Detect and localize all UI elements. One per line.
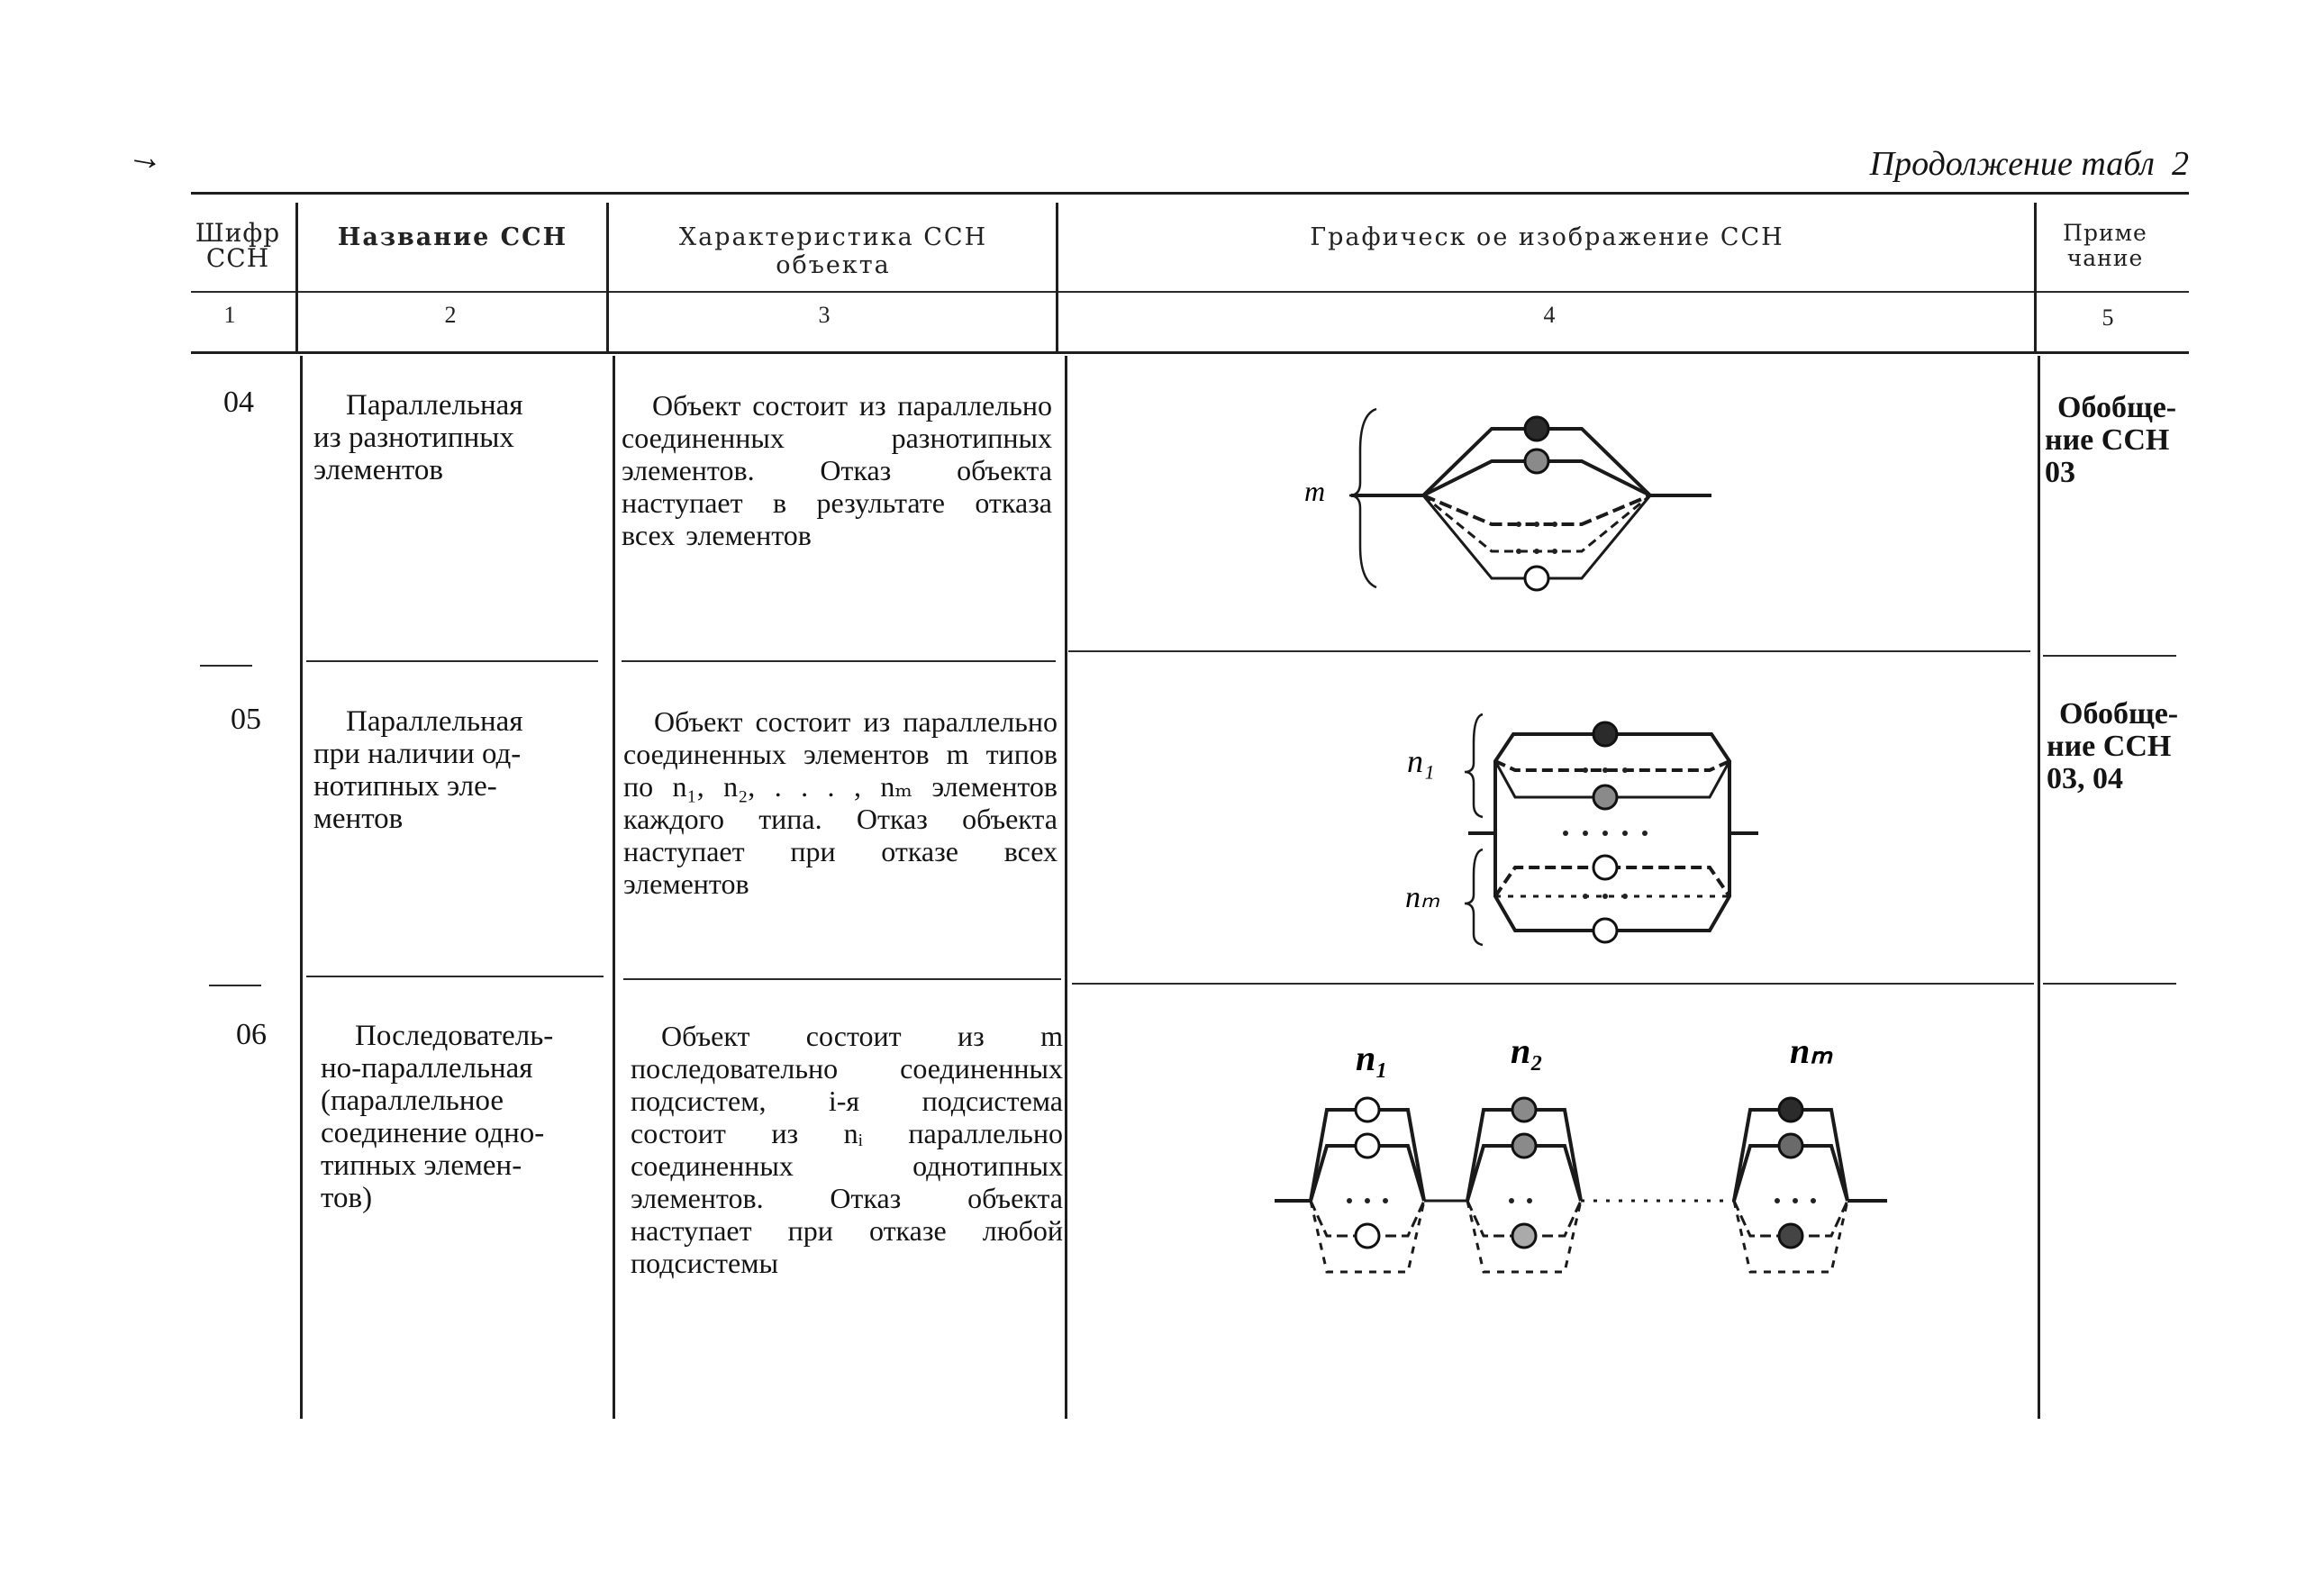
header-name: Название ССН	[337, 223, 568, 251]
header-rule	[191, 291, 2189, 293]
row-separator-2c	[623, 978, 1061, 980]
row-06-code: 06	[236, 1018, 267, 1051]
row-separator-1a	[200, 665, 252, 667]
header-characteristic: Характеристика ССН объекта	[678, 223, 988, 279]
row-05-diagram-label-n1: n₁	[1407, 743, 1435, 779]
row-06-name: Последователь- но-параллельная (параллельное соединение одно- типных элемен- тов)	[321, 1020, 554, 1214]
row-06-diagram-label-n1: n₁	[1356, 1038, 1389, 1078]
table-continuation-caption: Продолжение табл 2	[1869, 145, 2189, 183]
header-note: Приме чание	[2063, 220, 2147, 271]
body-divider-2	[613, 356, 615, 1419]
row-separator-2e	[2043, 983, 2176, 985]
header-divider-3	[1056, 203, 1058, 351]
row-separator-2d	[1072, 983, 2034, 985]
body-divider-3	[1065, 356, 1067, 1419]
row-separator-2a	[209, 985, 261, 986]
header-number-3: 3	[818, 302, 831, 328]
row-separator-1d	[1068, 650, 2030, 652]
row-04-diagram	[1297, 396, 1729, 604]
row-separator-1e	[2043, 655, 2176, 657]
row-05-diagram	[1405, 707, 1766, 950]
row-04-description: Объект состоит из параллельно соединенных разнотипных элементов. Отказ объекта наступает в результате отказа всех элементов	[622, 389, 1052, 551]
row-04-diagram-label-m: m	[1304, 475, 1326, 507]
corner-mark: →	[124, 132, 168, 180]
row-06-diagram-label-n2: n₂	[1511, 1031, 1544, 1071]
numbers-rule	[191, 351, 2189, 354]
row-05-code: 05	[231, 703, 261, 736]
row-separator-1c	[622, 660, 1056, 662]
row-06-description: Объект состоит из m последовательно соединенных подсистем, i-я подсистема состоит из nᵢ параллельно соединенных однотипных элементов. Отказ объекта наступает при отказе любой подсистемы	[631, 1020, 1063, 1279]
row-04-name: Параллельная из разнотипных элементов	[313, 389, 523, 486]
row-05-diagram-label-nm: nₘ	[1405, 881, 1440, 914]
header-divider-4	[2034, 203, 2037, 351]
row-06-diagram	[1257, 1027, 1905, 1315]
row-04-note: Обобще- ние ССН 03	[2045, 391, 2177, 489]
header-number-5: 5	[2102, 304, 2114, 331]
row-05-note: Обобще- ние ССН 03, 04	[2047, 697, 2179, 795]
header-code: Шифр ССН	[195, 218, 281, 273]
header-divider-1	[295, 203, 298, 351]
header-graphic: Графическ ое изображение ССН	[1310, 223, 1784, 251]
header-number-4: 4	[1543, 302, 1556, 328]
row-separator-2b	[306, 976, 604, 977]
header-divider-2	[606, 203, 609, 351]
row-05-description: Объект состоит из параллельно соединенных элементов m типов по n₁, n₂, . . . , nₘ элементов каждого типа. Отказ объекта наступает при отказе всех элементов	[623, 705, 1058, 900]
row-04-code: 04	[223, 386, 254, 419]
row-05-name: Параллельная при наличии од- нотипных эле- ментов	[313, 705, 523, 835]
row-separator-1b	[306, 660, 598, 662]
header-number-1: 1	[223, 302, 236, 328]
row-06-diagram-label-nm: nₘ	[1790, 1031, 1833, 1071]
body-divider-4	[2038, 356, 2040, 1419]
table-top-rule	[191, 192, 2189, 195]
header-number-2: 2	[444, 302, 457, 328]
body-divider-1	[300, 356, 303, 1419]
